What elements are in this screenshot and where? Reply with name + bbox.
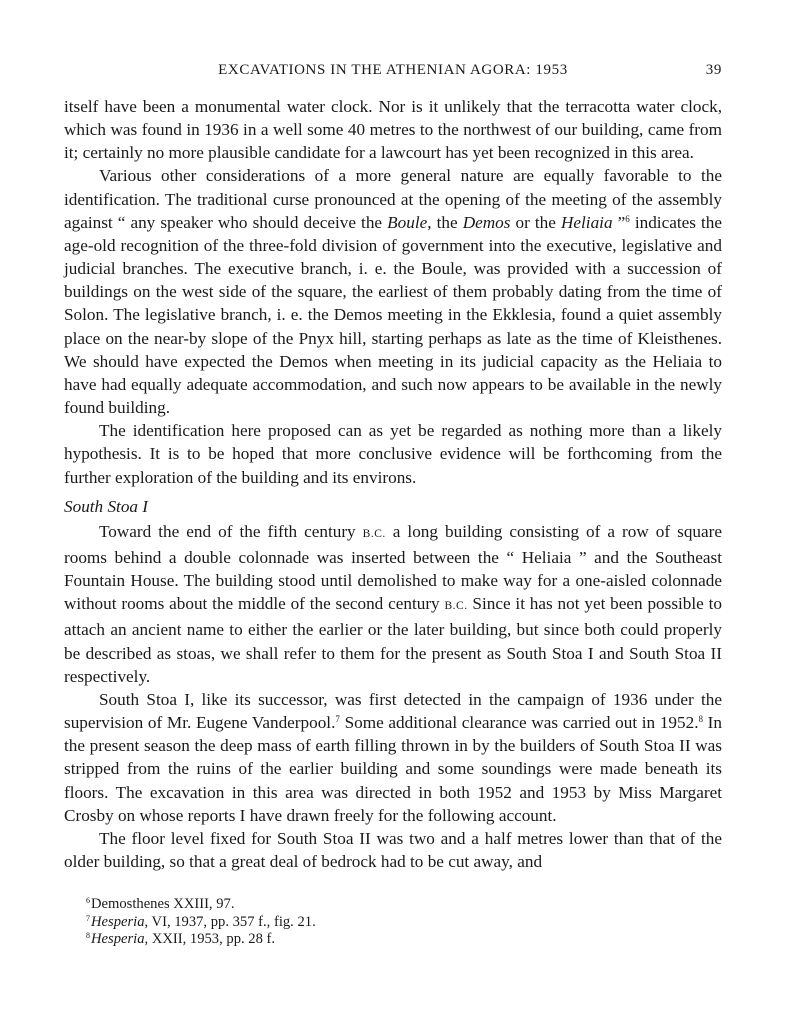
paragraph-text: a long building consisting of a row of square rooms behind a double colonnade was inserted between the “ Heliaia ” and the Southeast Fountain House. The building stood until demolished to make way for a one-aisled colonnade without rooms about the middle of the second century	[64, 521, 722, 614]
paragraph-excavation-history	[64, 688, 722, 827]
footnote-text: , XXII, 1953, pp. 28 f.	[144, 931, 276, 948]
paragraph-text: Some additional clearance was carried out in 1952.	[339, 713, 699, 733]
paragraph-text: South Stoa I, like its successor, was first detected in the campaign of 1936 under the supervision of Mr. Eugene Vanderpool.	[64, 689, 722, 733]
italic-boule: Boule	[387, 212, 428, 232]
page	[64, 60, 722, 949]
paragraph-text: indicates the age-old recognition of the three-fold division of government into the executive, legislative and judicial branches. The executive branch, i. e. the Boule, was provided with a succession of buildings on the west side of the square, the earliest of them probably dating from the time of Solon. The legislative branch, i. e. the Demos meeting in the Ekklesia, found a quiet assembly place on the near-by slope of the Pnyx hill, starting perhaps as late as the time of Kleisthenes. We should have expected the Demos when meeting in its judicial capacity as the Heliaia to have had equally adequate accommodation, and such now appears to be available in the newly found building.	[64, 212, 723, 418]
paragraph-floor-level	[64, 827, 722, 873]
paragraph-text: The floor level fixed for South Stoa II was two and a half metres lower than that of the older building, so that a great deal of bedrock had to be cut away, and	[64, 828, 722, 871]
paragraph-south-stoa-intro	[64, 520, 722, 688]
footnote-ref-7: 7	[335, 714, 340, 725]
small-caps-bc: B.C.	[444, 600, 468, 613]
paragraph-considerations	[64, 164, 722, 419]
paragraph-text: The identification here proposed can as yet be regarded as nothing more than a likely hypothesis. It is to be hoped that more conclusive evidence will be forthcoming from the further exploration of the building and its environs.	[64, 421, 722, 487]
footnote	[86, 914, 722, 932]
paragraph-hypothesis	[64, 419, 722, 488]
running-title: EXCAVATIONS IN THE ATHENIAN AGORA: 1953	[218, 62, 568, 78]
body-text	[64, 95, 722, 873]
paragraph-text: , the	[427, 212, 463, 232]
footnote-text: Demosthenes XXIII, 97.	[91, 896, 235, 913]
paragraph-water-clock	[64, 95, 722, 164]
footnote-italic: Hesperia	[91, 913, 145, 930]
paragraph-text: In the present season the deep mass of earth filling thrown in by the builders of South Stoa II was stripped from the ruins of the earlier building and some soundings were made beneath its floors. The excavation in this area was directed in both 1952 and 1953 by Miss Margaret Crosby on whose reports I have drawn freely for the following account.	[64, 713, 722, 825]
paragraph-text: Various other considerations of a more general nature are equally favorable to the identification. The traditional curse pronounced at the opening of the meeting of the assembly against “ any speaker who should deceive the	[64, 166, 722, 232]
paragraph-text: Since it has not yet been possible to attach an ancient name to either the earlier or the later building, but since both could properly be described as stoas, we shall refer to them for the present as South Stoa I and South Stoa II respectively.	[64, 594, 722, 686]
paragraph-text: Toward the end of the fifth century	[99, 521, 363, 541]
footnote	[86, 931, 722, 949]
paragraph-text: itself have been a monumental water clock. Nor is it unlikely that the terracotta water clock, which was found in 1936 in a well some 40 metres to the northwest of our building, came from it; certainly no more plausible candidate for a lawcourt has yet been recognized in this area.	[64, 97, 722, 163]
footnote-ref-6: 6	[625, 213, 630, 224]
running-head	[64, 60, 722, 86]
footnote	[86, 896, 722, 914]
italic-demos: Demos	[462, 212, 511, 232]
paragraph-text: or the	[510, 212, 561, 232]
paragraph-text: ”	[612, 212, 626, 232]
footnote-number: 7	[86, 913, 90, 923]
small-caps-bc: B.C.	[362, 527, 386, 540]
footnote-number: 6	[86, 896, 90, 906]
footnote-number: 8	[86, 931, 90, 941]
footnote-text: , VI, 1937, pp. 357 f., fig. 21.	[144, 913, 316, 930]
footnote-italic: Hesperia	[91, 931, 145, 948]
section-heading: South Stoa I	[64, 496, 149, 516]
italic-heliaia: Heliaia	[560, 212, 613, 232]
footnotes	[64, 896, 722, 949]
page-number: 39	[705, 62, 722, 78]
footnote-ref-8: 8	[698, 714, 703, 725]
